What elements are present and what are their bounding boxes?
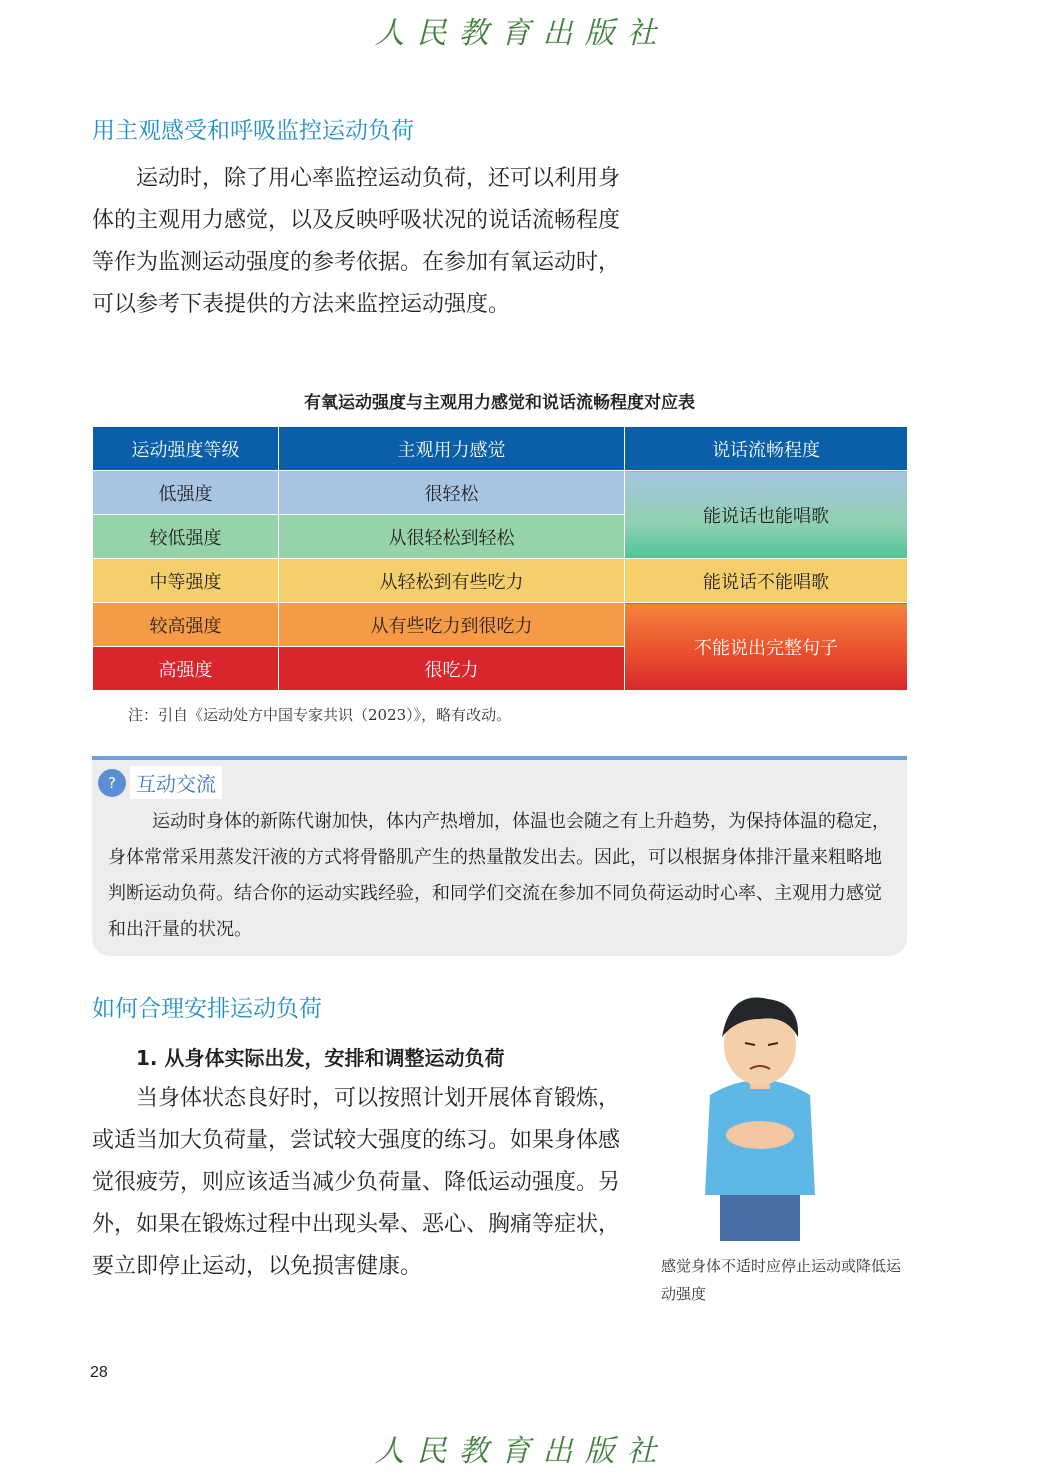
level-cell: 较高强度 (93, 603, 279, 647)
feeling-cell: 很吃力 (279, 647, 625, 691)
table-row (93, 559, 908, 603)
talk-cell: 能说话也能唱歌 (625, 471, 908, 559)
page-number: 28 (90, 1364, 108, 1381)
body-paragraph: 运动时，除了用心率监控运动负荷，还可以利用身体的主观用力感觉，以及反映呼吸状况的说话流畅程度等作为监测运动强度的参考依据。在参加有氧运动时，可以参考下表提供的方法来监控运动强度。 (92, 166, 621, 317)
level-cell: 较低强度 (93, 515, 279, 559)
interaction-text: 运动时身体的新陈代谢加快，体内产热增加，体温也会随之有上升趋势，为保持体温的稳定，身体常常采用蒸发汗液的方式将骨骼肌产生的热量散发出去。因此，可以根据身体排汗量来粗略地判断运动负荷。结合你的运动实践经验，和同学们交流在参加不同负荷运动时心率、主观用力感觉和出汗量的状况。 (108, 811, 890, 940)
header-talk: 说话流畅程度 (625, 427, 908, 471)
header-level: 运动强度等级 (93, 427, 279, 471)
table-caption: 有氧运动强度与主观用力感觉和说话流畅程度对应表 (304, 393, 695, 413)
level-cell: 高强度 (93, 647, 279, 691)
level-cell: 低强度 (93, 471, 279, 515)
intensity-table (92, 426, 908, 691)
interaction-header (98, 766, 222, 799)
table-header-row (93, 427, 908, 471)
feeling-cell: 很轻松 (279, 471, 625, 515)
chat-icon: ? (98, 769, 126, 797)
boy-illustration (690, 985, 830, 1241)
talk-cell: 不能说出完整句子 (625, 603, 908, 691)
table-note: 注：引自《运动处方中国专家共识（2023）》，略有改动。 (128, 706, 512, 724)
publisher-logo-top: 人民教育出版社 (374, 16, 669, 51)
header-feeling: 主观用力感觉 (279, 427, 625, 471)
table-row (93, 471, 908, 515)
figure-caption: 感觉身体不适时应停止运动或降低运动强度 (661, 1257, 902, 1303)
interaction-box (92, 756, 907, 956)
body-paragraph: 当身体状态良好时，可以按照计划开展体育锻炼，或适当加大负荷量，尝试较大强度的练习。如果身体感觉很疲劳，则应该适当减少负荷量、降低运动强度。另外，如果在锻炼过程中出现头晕、恶心、胸痛等症状，要立即停止运动，以免损害健康。 (92, 1086, 621, 1279)
feeling-cell: 从有些吃力到很吃力 (279, 603, 625, 647)
table-row (93, 603, 908, 647)
level-cell: 中等强度 (93, 559, 279, 603)
feeling-cell: 从很轻松到轻松 (279, 515, 625, 559)
publisher-logo-bottom: 人民教育出版社 (374, 1434, 669, 1469)
interaction-title: 互动交流 (130, 766, 222, 799)
talk-cell: 能说话不能唱歌 (625, 559, 908, 603)
subheading: 1. 从身体实际出发，安排和调整运动负荷 (136, 1046, 505, 1070)
section-title: 如何合理安排运动负荷 (92, 996, 322, 1022)
section-title: 用主观感受和呼吸监控运动负荷 (92, 118, 414, 144)
feeling-cell: 从轻松到有些吃力 (279, 559, 625, 603)
